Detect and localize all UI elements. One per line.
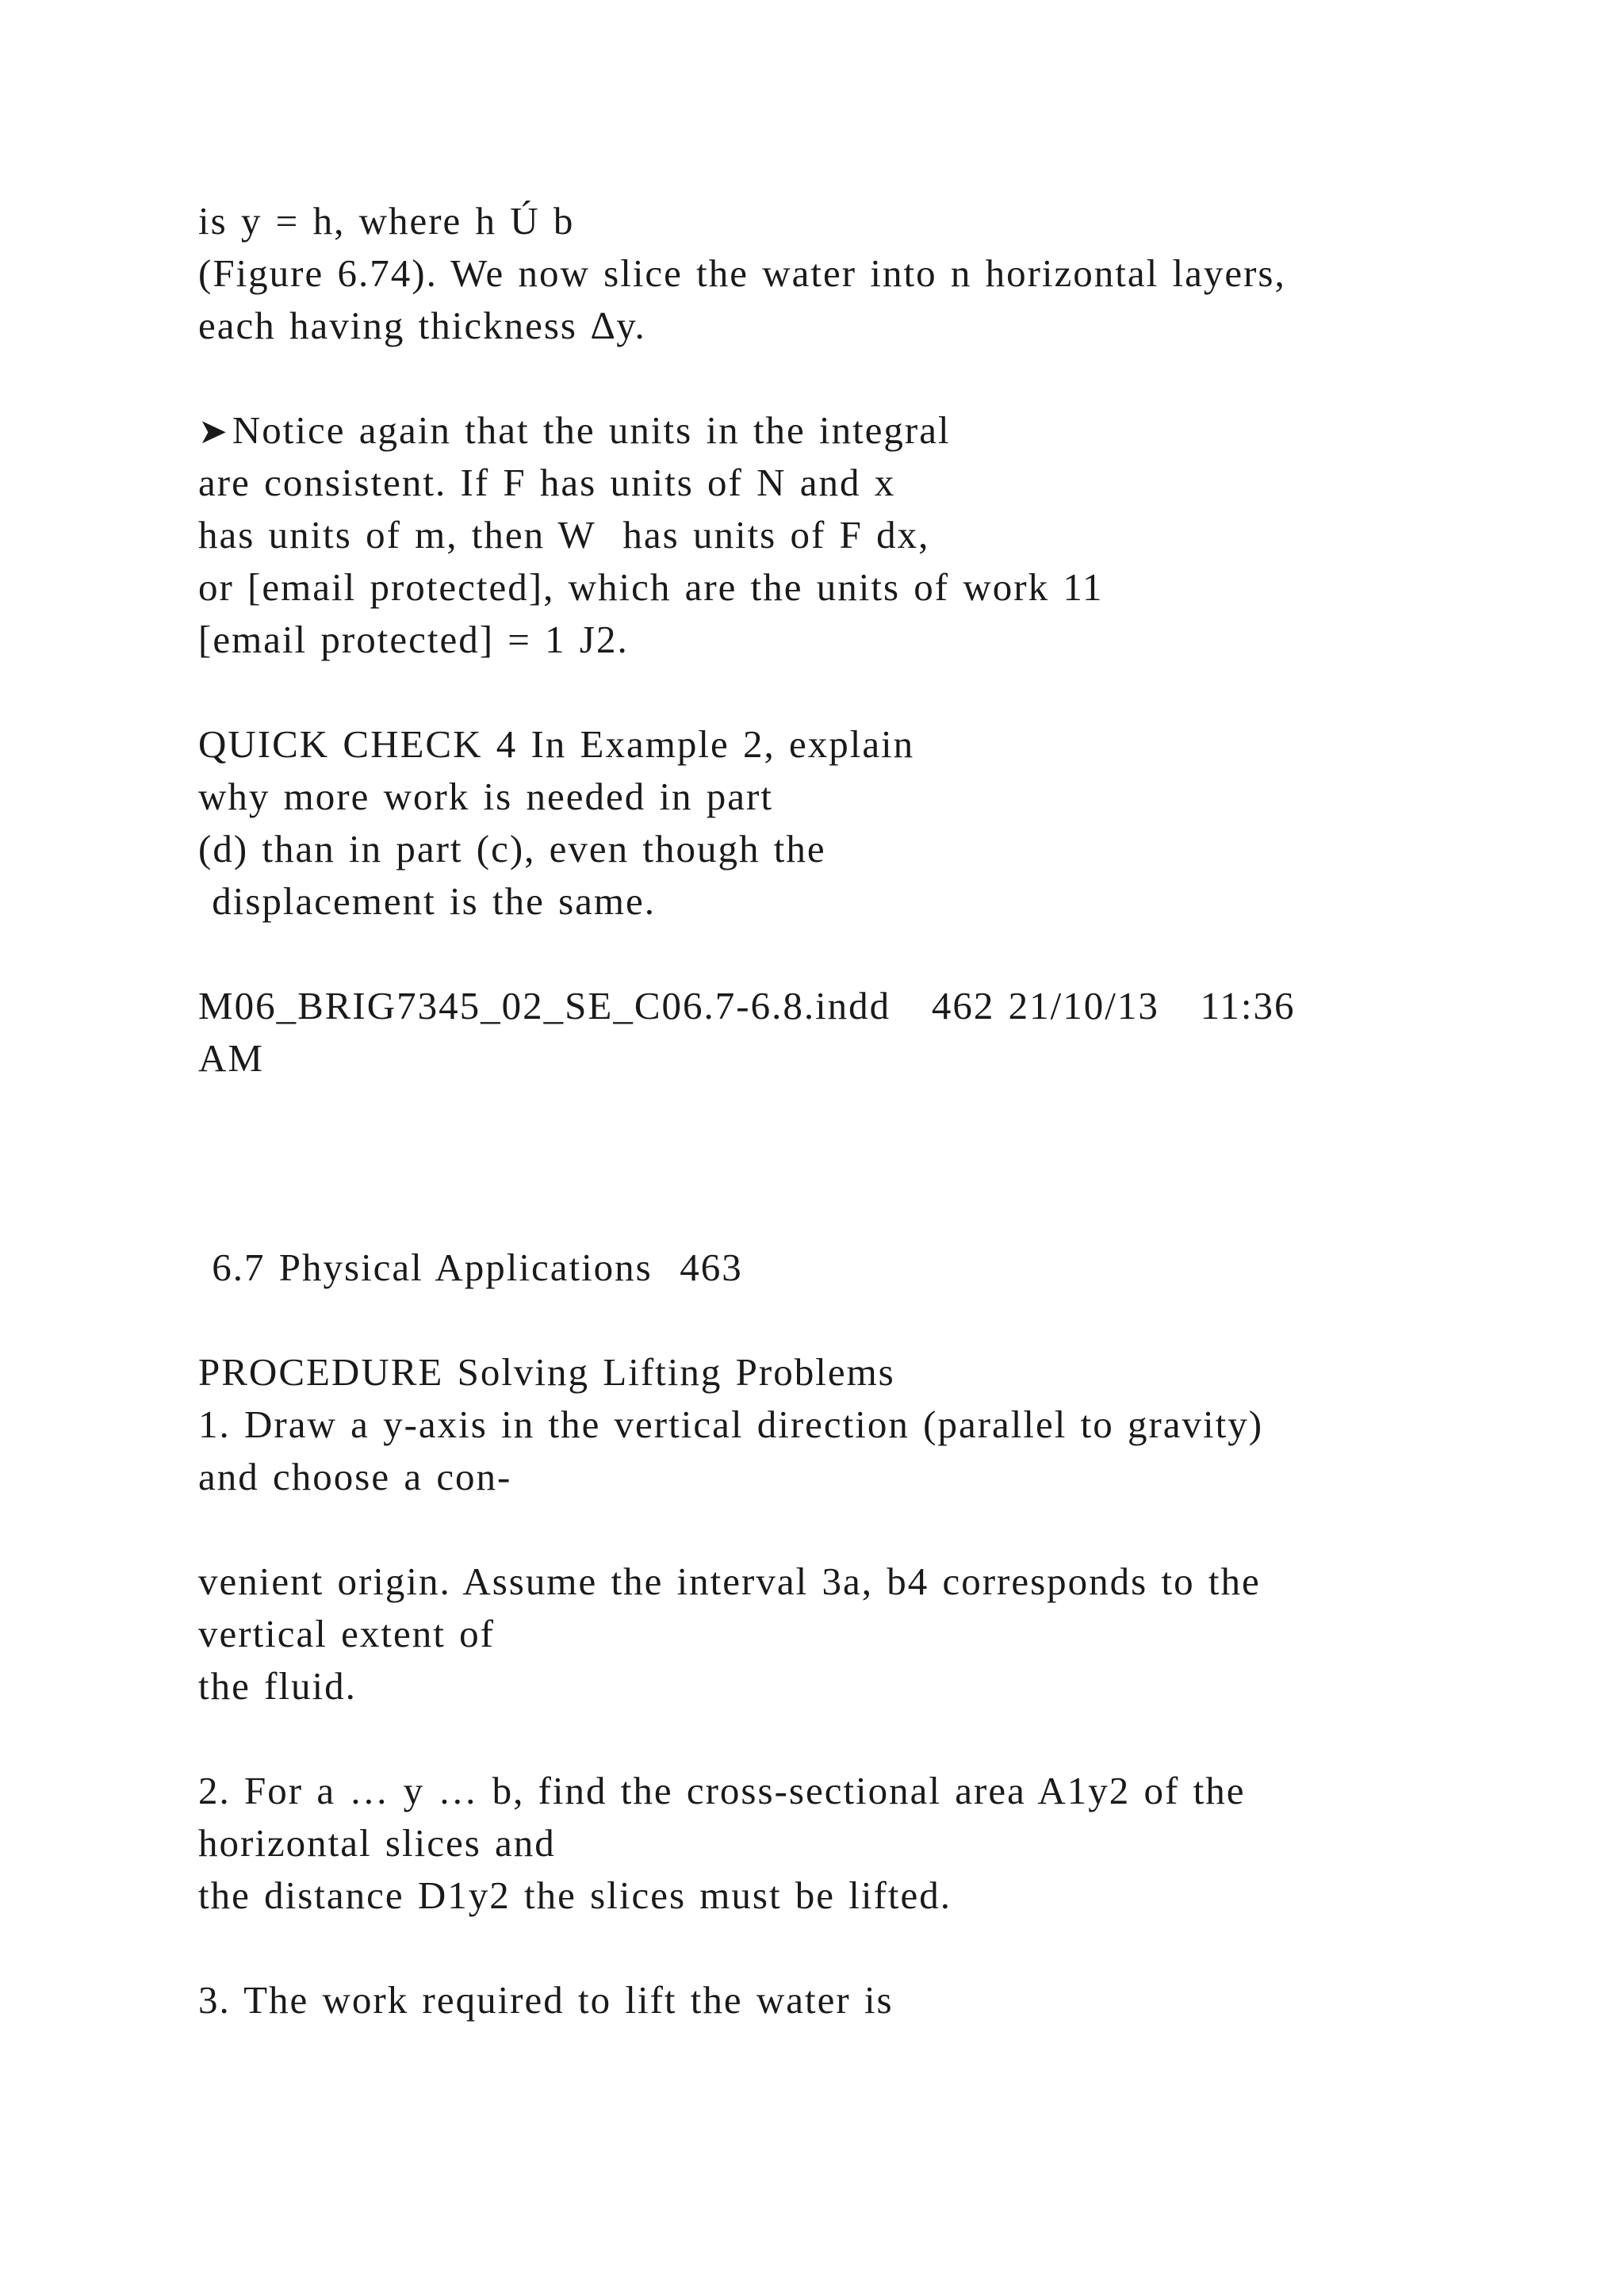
file-slug-line: M06_BRIG7345_02_SE_C06.7-6.8.indd 462 21/10/13 11:36 <box>198 984 1296 1027</box>
blank-line <box>198 1712 1562 1765</box>
blank-line <box>198 1922 1562 1974</box>
text-line: horizontal slices and <box>198 1821 556 1865</box>
text-line: is y = h, where h Ú b <box>198 199 575 243</box>
text-line: the fluid. <box>198 1664 357 1708</box>
margin-note-line <box>198 404 1562 457</box>
text-line: 1. Draw a y-axis in the vertical direction (parallel to gravity) <box>198 1402 1264 1446</box>
blank-line <box>198 1085 1562 1137</box>
text-line: or [email protected], which are the units of work 11 <box>198 565 1104 609</box>
text-line: venient origin. Assume the interval 3a, b4 corresponds to the <box>198 1559 1261 1603</box>
text-line: displacement is the same. <box>198 879 656 923</box>
text-line: are consistent. If F has units of N and x <box>198 461 896 504</box>
text-line: [email protected] = 1 J2. <box>198 618 629 661</box>
text-line: Notice again that the units in the integral <box>232 408 951 452</box>
text-line: (d) than in part (c), even though the <box>198 827 826 871</box>
document-text <box>198 195 1562 2026</box>
text-line: each having thickness ∆y. <box>198 304 646 347</box>
blank-line <box>198 352 1562 404</box>
text-line: (Figure 6.74). We now slice the water into n horizontal layers, <box>198 251 1286 295</box>
arrow-right-icon: ➤ <box>198 411 229 452</box>
blank-line <box>198 1503 1562 1556</box>
running-header: 6.7 Physical Applications 463 <box>198 1246 743 1289</box>
quick-check-line: QUICK CHECK 4 In Example 2, explain <box>198 722 915 766</box>
procedure-title: PROCEDURE Solving Lifting Problems <box>198 1350 895 1394</box>
blank-line <box>198 1137 1562 1189</box>
text-line: and choose a con- <box>198 1455 512 1498</box>
text-line: AM <box>198 1036 264 1080</box>
text-line: has units of m, then W has units of F dx, <box>198 513 930 557</box>
text-line: the distance D1y2 the slices must be lifted. <box>198 1873 952 1917</box>
text-line: 2. For a … y … b, find the cross-sectional area A1y2 of the <box>198 1769 1246 1812</box>
blank-line <box>198 666 1562 718</box>
text-line: 3. The work required to lift the water is <box>198 1978 894 2022</box>
blank-line <box>198 1294 1562 1346</box>
blank-line <box>198 928 1562 980</box>
blank-line <box>198 1189 1562 1242</box>
text-line: vertical extent of <box>198 1612 495 1655</box>
text-line: why more work is needed in part <box>198 775 773 818</box>
